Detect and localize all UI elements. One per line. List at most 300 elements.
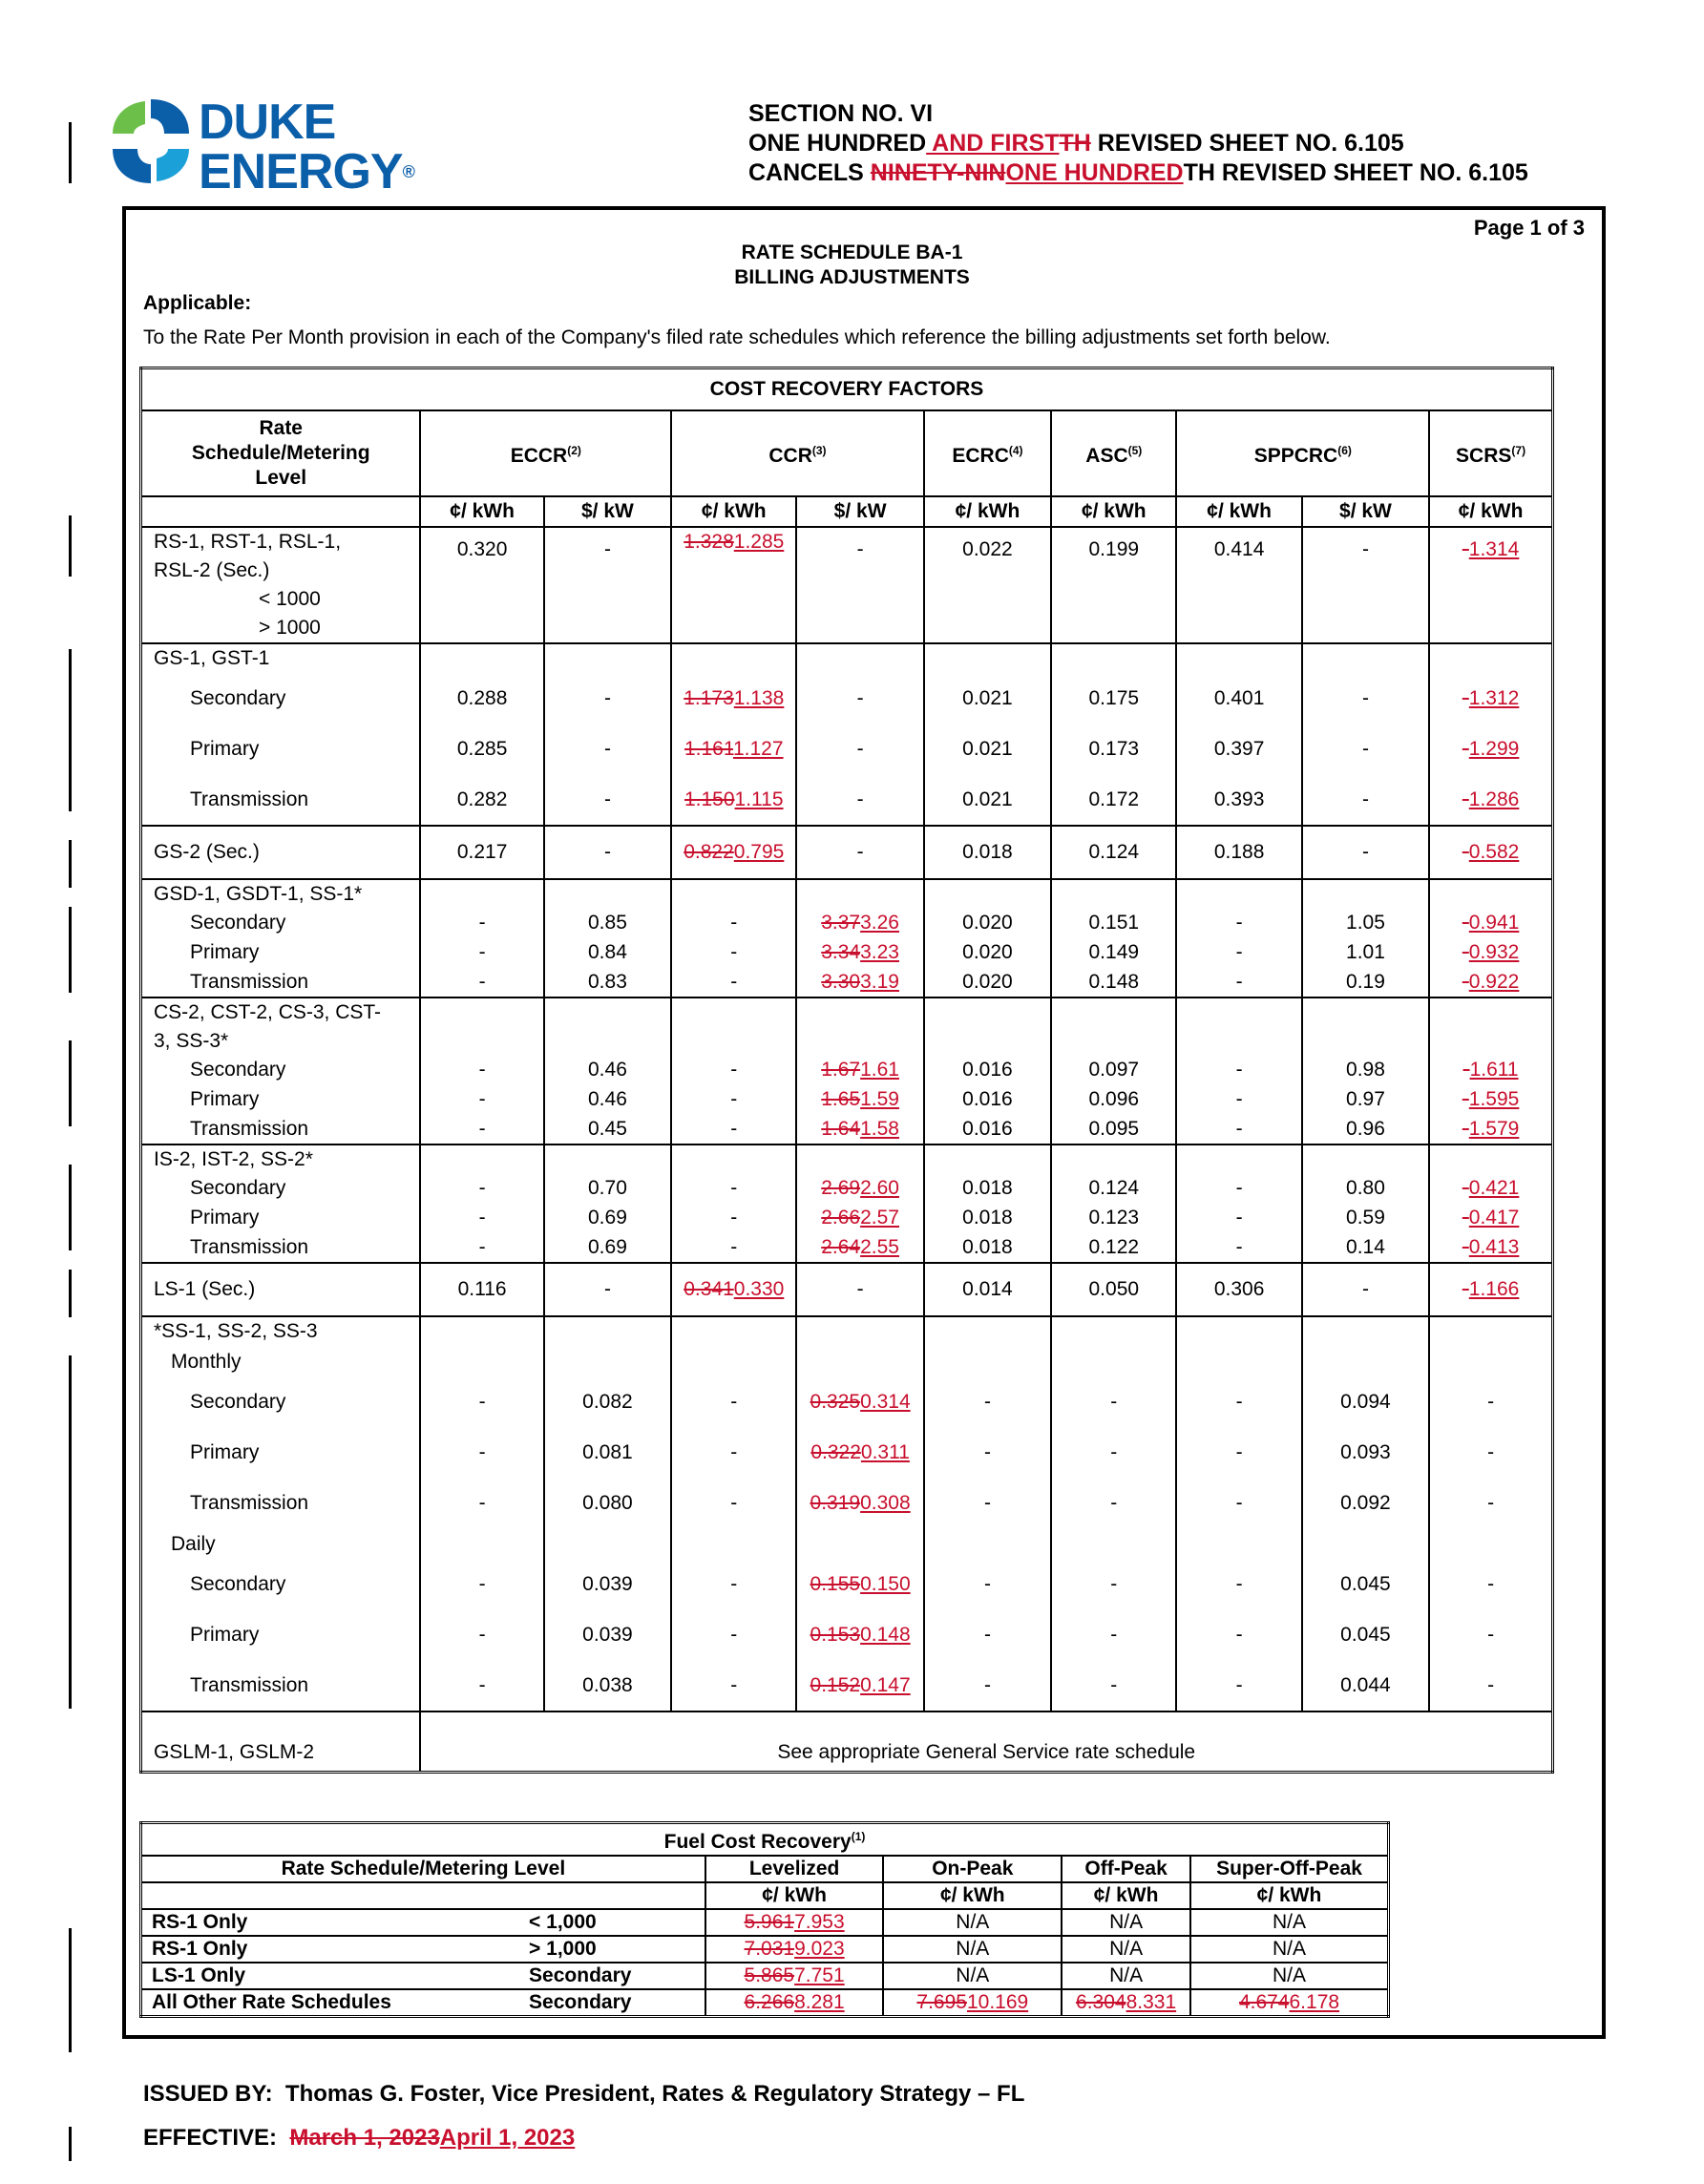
deleted-value: 1.328 (684, 530, 734, 553)
table-row (141, 1989, 1389, 2017)
value-cell (1190, 1989, 1389, 2017)
blank-cell (1051, 1316, 1176, 1347)
value-cell (1062, 1963, 1190, 1989)
rate-label: Monthly (141, 1347, 421, 1377)
value-cell (796, 909, 923, 938)
value-cell (1051, 1174, 1176, 1204)
deleted-value: - (1462, 1235, 1469, 1258)
value-cell: 0.022 (924, 527, 1051, 643)
value-text: - (730, 1207, 738, 1228)
value-cell (1051, 1428, 1176, 1479)
table-row (141, 1377, 1553, 1428)
value-text: 0.122 (1088, 1235, 1140, 1258)
blank-cell (1051, 643, 1176, 674)
value-cell (544, 674, 671, 724)
rate-label: Primary (141, 938, 421, 968)
deleted-value: 0.322 (810, 1441, 861, 1463)
value-cell (544, 1610, 671, 1661)
fuel-cost-recovery-table (139, 1821, 1390, 2018)
value-cell: - (796, 527, 923, 643)
value-cell (924, 1204, 1051, 1233)
rate-label: Transmission (141, 775, 421, 826)
rate-label: *SS-1, SS-2, SS-3 (141, 1316, 421, 1347)
col-sup: (3) (811, 443, 827, 457)
value-cell (1302, 674, 1429, 724)
revision-bar (69, 515, 72, 577)
effective-label: EFFECTIVE: (143, 2125, 278, 2151)
deleted-date: March 1, 2023 (289, 2125, 440, 2151)
value-cell: - (544, 527, 671, 643)
value-cell (671, 1174, 796, 1204)
rate-label: Secondary (141, 1560, 421, 1610)
value-cell (1051, 1204, 1176, 1233)
logo-line1: DUKE (199, 94, 336, 150)
value-text: N/A (1109, 1938, 1144, 1960)
col-name: ASC (1085, 444, 1128, 467)
deleted-value: - (1462, 840, 1469, 863)
value-text: 0.093 (1340, 1441, 1391, 1463)
deleted-value: - (1462, 687, 1469, 709)
inserted-value: 0.417 (1468, 1207, 1520, 1228)
value-cell (1176, 1479, 1301, 1529)
value-text: - (730, 1088, 738, 1110)
value-cell (420, 1204, 543, 1233)
blank-cell (1051, 1144, 1176, 1174)
revision-bar (69, 907, 72, 993)
inserted-value: 0.311 (860, 1441, 910, 1463)
value-cell (544, 938, 671, 968)
value-text: - (1487, 1624, 1495, 1646)
value-text: - (1235, 1177, 1243, 1199)
value-cell (420, 1056, 543, 1085)
value-cell (1429, 1056, 1552, 1085)
inserted-value: 1.312 (1468, 687, 1520, 709)
deleted-value: 2.64 (821, 1235, 861, 1258)
rate-label: Secondary (141, 1174, 421, 1204)
value-text: - (1110, 1492, 1118, 1514)
value-cell (705, 1963, 884, 1989)
value-cell (705, 1909, 884, 1936)
blank-cell (1429, 1316, 1552, 1347)
blank-cell (924, 643, 1051, 674)
value-text: - (1487, 1573, 1495, 1595)
deleted-value: 2.66 (821, 1207, 861, 1228)
value-cell (1051, 968, 1176, 998)
value-text: 0.038 (582, 1673, 633, 1696)
inserted-value: 0.148 (860, 1624, 911, 1646)
value-cell (1176, 1085, 1301, 1115)
value-text: - (603, 788, 611, 810)
value-text: - (1235, 912, 1243, 934)
value-cell (796, 1560, 923, 1610)
inserted-value: 6.178 (1289, 1991, 1340, 2013)
value-cell (1062, 1989, 1190, 2017)
rate-label-line: > 1000 (259, 616, 321, 639)
deleted-value: 7.031 (744, 1938, 795, 1960)
value-cell (1176, 968, 1301, 998)
inserted-value: 3.26 (860, 912, 899, 934)
duke-energy-logo-mark-icon (107, 95, 195, 187)
col-name: SCRS (1456, 444, 1512, 467)
value-cell (1176, 938, 1301, 968)
value-cell (796, 968, 923, 998)
value-text: 0.096 (1088, 1088, 1140, 1110)
inserted-value: 10.169 (966, 1991, 1029, 2013)
table-row (141, 1174, 1553, 1204)
blank-cell (1429, 1027, 1552, 1056)
unit-blank (141, 496, 421, 527)
value-text: 0.148 (1088, 970, 1140, 993)
value-cell (1051, 909, 1176, 938)
value-text: - (478, 1492, 486, 1514)
deleted-value: 0.341 (684, 1277, 734, 1300)
group-header-row (141, 1316, 1553, 1347)
inserted-value: 1.138 (733, 687, 785, 709)
rate-label: Secondary (141, 1377, 421, 1428)
blank-cell (1429, 1529, 1552, 1560)
value-text: 0.285 (456, 738, 508, 760)
blank-cell (1176, 1529, 1301, 1560)
value-cell (544, 968, 671, 998)
fuel-unit: ¢/ kWh (705, 1882, 884, 1909)
value-text: 0.151 (1088, 912, 1140, 934)
value-cell (924, 1233, 1051, 1263)
inserted-value: 1.579 (1468, 1117, 1520, 1140)
schedule-title: RATE SCHEDULE BA-1 (741, 242, 963, 263)
blank-cell (1176, 1347, 1301, 1377)
cancels-line (748, 158, 1528, 188)
value-cell (1190, 1909, 1389, 1936)
rate-label: GS-1, GST-1 (141, 643, 421, 674)
value-cell (796, 1661, 923, 1712)
blank-cell (796, 643, 923, 674)
inserted-value: 0.150 (860, 1573, 911, 1595)
blank-cell (671, 879, 796, 909)
group-header-row (141, 1347, 1553, 1377)
value-text: 0.98 (1346, 1059, 1385, 1081)
value-text: 1.01 (1346, 941, 1385, 963)
value-cell (924, 1610, 1051, 1661)
value-cell (1302, 938, 1429, 968)
fuel-col: On-Peak (883, 1856, 1062, 1882)
inserted-value: 0.932 (1468, 941, 1520, 963)
value-cell (420, 1560, 543, 1610)
value-cell (1176, 909, 1301, 938)
value-text: 0.016 (962, 1059, 1013, 1081)
deleted-value: 5.865 (744, 1964, 795, 1986)
value-cell (1429, 909, 1552, 938)
value-cell (924, 1428, 1051, 1479)
rate-label: Primary (141, 724, 421, 775)
value-cell (671, 1377, 796, 1428)
value-text: - (1487, 1391, 1495, 1413)
value-text: - (730, 941, 738, 963)
unit-cell: ¢/ kWh (671, 496, 796, 527)
value-text: 0.018 (962, 1177, 1013, 1199)
value-cell (1302, 1610, 1429, 1661)
value-text: 0.288 (456, 687, 508, 709)
deleted-value: - (1462, 1207, 1469, 1228)
value-cell (705, 1989, 884, 2017)
inserted-value: 1.314 (1468, 537, 1520, 560)
value-cell (544, 1661, 671, 1712)
deleted-value: 0.325 (810, 1391, 861, 1413)
value-cell (544, 1085, 671, 1115)
value-cell (671, 1085, 796, 1115)
col-sppcrc (1176, 410, 1429, 496)
table-row (141, 1560, 1553, 1610)
value-cell (1429, 1428, 1552, 1479)
rate-label: Secondary (141, 674, 421, 724)
value-text: - (478, 1673, 486, 1696)
inserted-date: April 1, 2023 (439, 2125, 576, 2151)
inserted-text: ONE HUNDRED (1005, 159, 1184, 186)
value-cell (1051, 775, 1176, 826)
value-text: 0.018 (962, 1207, 1013, 1228)
value-cell (1302, 724, 1429, 775)
deleted-value: 6.266 (744, 1991, 795, 2013)
value-cell (1302, 1428, 1429, 1479)
value-text: 0.96 (1346, 1117, 1385, 1140)
table-row (141, 938, 1553, 968)
value-cell (1429, 1233, 1552, 1263)
value-cell (1429, 1204, 1552, 1233)
blank-cell (671, 1529, 796, 1560)
value-text: 0.282 (456, 788, 508, 810)
value-text: 0.172 (1088, 788, 1140, 810)
value-text: - (730, 1177, 738, 1199)
table-row (141, 1115, 1553, 1144)
deleted-value: 3.34 (821, 941, 861, 963)
inserted-value: 7.953 (794, 1911, 845, 1933)
blank-cell (796, 1347, 923, 1377)
rate-label (141, 527, 421, 643)
rate-label: Secondary (141, 909, 421, 938)
value-cell (796, 1174, 923, 1204)
value-cell (1051, 938, 1176, 968)
blank-cell (1176, 879, 1301, 909)
unit-cell: ¢/ kWh (420, 496, 543, 527)
value-text: - (730, 1235, 738, 1258)
blank-cell (796, 1027, 923, 1056)
value-cell (671, 1056, 796, 1085)
value-text: - (983, 1673, 991, 1696)
value-cell (671, 1610, 796, 1661)
deleted-value: 3.37 (821, 912, 861, 934)
value-text: - (1110, 1673, 1118, 1696)
blank-cell (671, 998, 796, 1027)
value-cell (671, 1115, 796, 1144)
blank-cell (420, 643, 543, 674)
col-sup: (5) (1127, 443, 1143, 457)
blank-cell (1302, 1027, 1429, 1056)
value-cell (924, 775, 1051, 826)
value-text: 0.021 (962, 738, 1013, 760)
blank-cell (796, 879, 923, 909)
revision-bar (69, 1165, 72, 1250)
deleted-value: 1.67 (821, 1059, 861, 1081)
revision-bar (69, 1355, 72, 1709)
table-row (141, 826, 1553, 879)
value-text: - (1110, 1624, 1118, 1646)
table-row (141, 1963, 1389, 1989)
rate-label: 3, SS-3* (141, 1027, 421, 1056)
value-cell (1051, 1560, 1176, 1610)
group-header-row (141, 998, 1553, 1027)
value-cell (1429, 1377, 1552, 1428)
value-cell (705, 1936, 884, 1963)
value-text: 0.84 (588, 941, 627, 963)
value-cell (1051, 674, 1176, 724)
inserted-value: 1.286 (1468, 788, 1520, 810)
unit-cell: ¢/ kWh (1176, 496, 1301, 527)
value-text: - (1235, 1059, 1243, 1081)
value-cell (924, 1056, 1051, 1085)
value-cell: - (1302, 1263, 1429, 1316)
value-cell (796, 724, 923, 775)
value-text: - (1235, 1235, 1243, 1258)
table-row (141, 1712, 1553, 1773)
blank-cell (924, 1529, 1051, 1560)
value-text: 0.094 (1340, 1391, 1391, 1413)
value-text: - (1487, 1492, 1495, 1514)
deleted-value: 0.155 (810, 1573, 861, 1595)
value-cell (1176, 1661, 1301, 1712)
value-text: 0.173 (1088, 738, 1140, 760)
value-text: - (1110, 1391, 1118, 1413)
value-cell (796, 674, 923, 724)
blank-cell (420, 998, 543, 1027)
value-cell (796, 775, 923, 826)
blank-cell (1302, 1144, 1429, 1174)
deleted-value: 6.304 (1076, 1991, 1126, 2013)
value-text: N/A (1272, 1911, 1306, 1933)
value-cell (671, 775, 796, 826)
value-cell (420, 909, 543, 938)
deleted-text: TH (1059, 130, 1091, 157)
blank-cell (924, 1347, 1051, 1377)
inserted-value: 1.611 (1469, 1059, 1519, 1081)
value-text: - (478, 1573, 486, 1595)
value-cell (1190, 1963, 1389, 1989)
value-text: 0.045 (1340, 1573, 1391, 1595)
rate-label: GSLM-1, GSLM-2 (141, 1712, 421, 1773)
fuel-metering-level: > 1,000 (527, 1936, 705, 1963)
value-cell (544, 1115, 671, 1144)
table-row (141, 1204, 1553, 1233)
value-text: 0.124 (1088, 1177, 1140, 1199)
value-cell (1302, 1479, 1429, 1529)
value-cell (1429, 938, 1552, 968)
value-text: 0.83 (588, 970, 627, 993)
deleted-value: - (1462, 1177, 1469, 1199)
value-cell (544, 1204, 671, 1233)
value-text: - (478, 912, 486, 934)
value-text: 0.149 (1088, 941, 1140, 963)
inserted-value: 0.147 (860, 1673, 911, 1696)
value-cell (671, 938, 796, 968)
value-text: 0.081 (582, 1441, 633, 1463)
value-cell (796, 1610, 923, 1661)
revision-bar (69, 649, 72, 811)
inserted-value: 1.299 (1468, 738, 1520, 760)
value-cell (883, 1989, 1062, 2017)
value-cell (796, 1204, 923, 1233)
logo-registered: ® (402, 162, 414, 181)
value-cell (544, 1560, 671, 1610)
unit-cell: ¢/ kWh (924, 496, 1051, 527)
value-text: 0.044 (1340, 1673, 1391, 1696)
deleted-value: 4.674 (1238, 1991, 1290, 2013)
value-text: N/A (1272, 1964, 1306, 1986)
table-row (141, 1056, 1553, 1085)
value-text: 0.123 (1088, 1207, 1140, 1228)
cost-recovery-factors-table (139, 367, 1554, 1774)
blank-cell (1302, 1347, 1429, 1377)
value-cell (671, 1479, 796, 1529)
col-name: ECCR (510, 444, 568, 467)
value-text: - (856, 788, 864, 810)
fuel-rate-label: LS-1 Only (141, 1963, 528, 1989)
blank-cell (671, 1347, 796, 1377)
col-sup: (2) (567, 443, 581, 457)
value-cell (1302, 1377, 1429, 1428)
blank-cell (544, 1144, 671, 1174)
value-cell (924, 1479, 1051, 1529)
col-ecrc (924, 410, 1051, 496)
fuel-metering-level: Secondary (527, 1963, 705, 1989)
value-cell (420, 1661, 543, 1712)
fuel-col: Super-Off-Peak (1190, 1856, 1389, 1882)
inserted-value: 0.330 (733, 1277, 785, 1300)
deleted-value: 1.65 (821, 1088, 861, 1110)
value-text: - (1487, 1441, 1495, 1463)
value-cell (796, 1115, 923, 1144)
fuel-unit: ¢/ kWh (883, 1882, 1062, 1909)
value-cell (1429, 1560, 1552, 1610)
value-cell (1176, 1115, 1301, 1144)
blank-cell (1176, 1144, 1301, 1174)
value-cell (883, 1963, 1062, 1989)
value-text: - (1361, 738, 1369, 760)
value-text: - (1235, 1441, 1243, 1463)
table-row (141, 724, 1553, 775)
value-cell: 0.014 (924, 1263, 1051, 1316)
value-text: 0.46 (588, 1088, 627, 1110)
value-cell (671, 909, 796, 938)
table-row (141, 1263, 1553, 1316)
value-cell (1051, 1056, 1176, 1085)
blank-cell (544, 1347, 671, 1377)
deleted-text: NINETY-NIN (870, 159, 1006, 186)
value-cell (1429, 775, 1552, 826)
value-text: 0.397 (1213, 738, 1265, 760)
cancels-text: CANCELS (748, 159, 871, 186)
cancels-text: TH REVISED SHEET NO. 6.105 (1183, 159, 1528, 186)
value-cell (671, 826, 796, 879)
value-cell (1429, 1661, 1552, 1712)
fuel-unit: ¢/ kWh (1062, 1882, 1190, 1909)
value-text: 0.045 (1340, 1624, 1391, 1646)
inserted-value: 1.58 (860, 1117, 899, 1140)
value-cell (420, 674, 543, 724)
blank-cell (544, 1027, 671, 1056)
value-text: 0.082 (582, 1391, 633, 1413)
value-text: 0.095 (1088, 1117, 1140, 1140)
value-text: - (730, 1673, 738, 1696)
inserted-value: 9.023 (794, 1938, 845, 1960)
blank-cell (1051, 1529, 1176, 1560)
